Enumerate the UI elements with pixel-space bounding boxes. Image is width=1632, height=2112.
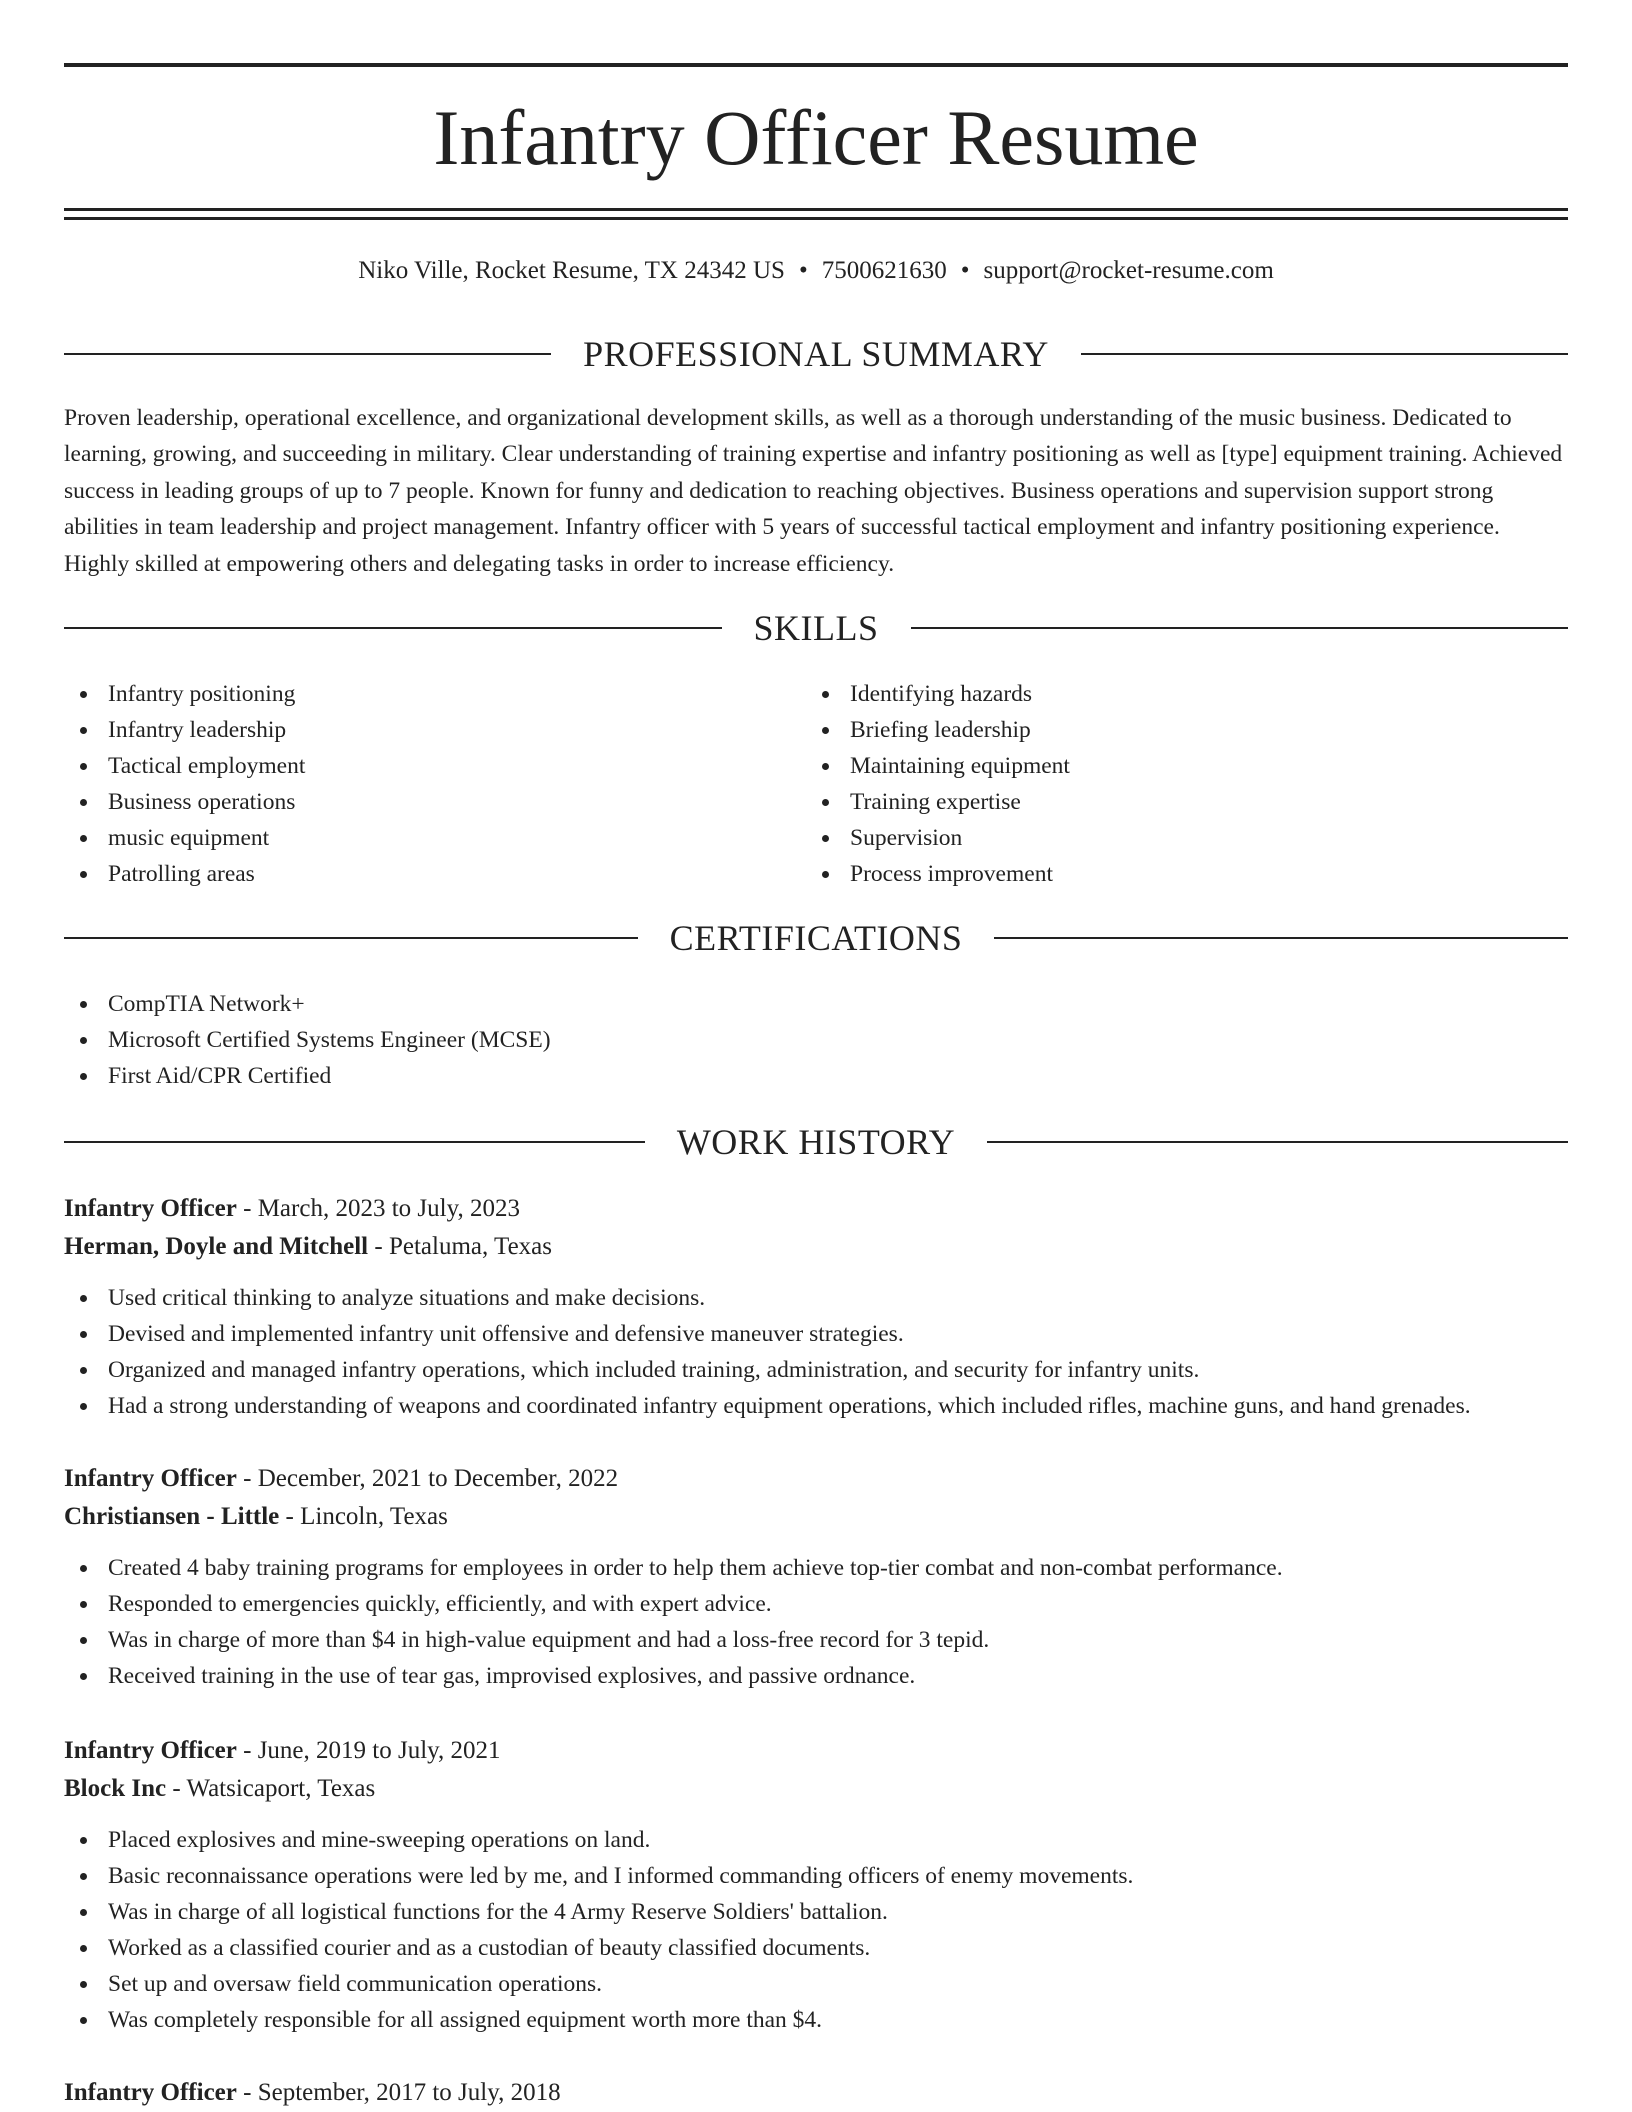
job-company-line (64, 1498, 1568, 1536)
skill-item: Infantry leadership (64, 712, 804, 748)
skills-list-right (806, 676, 1546, 892)
job-location: - Watsicaport, Texas (166, 1775, 376, 1802)
section-rule-right (987, 1141, 1568, 1143)
skill-item: Identifying hazards (806, 676, 1546, 712)
job-title: Infantry Officer (64, 1195, 237, 1222)
skill-item: Business operations (64, 784, 804, 820)
job-title: Infantry Officer (64, 1737, 237, 1764)
duty-item: Placed explosives and mine-sweeping operations on land. (64, 1822, 1568, 1858)
duty-item: Created 4 baby training programs for employees in order to help them achieve top-tier combat and non-combat performance. (64, 1550, 1568, 1586)
section-rule-right (994, 937, 1568, 939)
contact-separator: • (798, 257, 808, 284)
duty-item: Was in charge of all logistical functions for the 4 Army Reserve Soldiers' battalion. (64, 1894, 1568, 1930)
contact-email: support@rocket-resume.com (983, 257, 1274, 284)
work-history-section-title: WORK HISTORY (676, 1122, 956, 1162)
section-rule-right (911, 627, 1569, 629)
job-dates: - June, 2019 to July, 2021 (236, 1737, 501, 1764)
job-dates: - March, 2023 to July, 2023 (236, 1195, 520, 1222)
page-title: Infantry Officer Resume (433, 94, 1199, 181)
skills-list-left (64, 676, 804, 892)
duty-item: Responded to emergencies quickly, efficiently, and with expert advice. (64, 1586, 1568, 1622)
job-company: Christiansen - Little (64, 1503, 280, 1530)
certification-item: First Aid/CPR Certified (64, 1058, 1568, 1094)
skill-item: Patrolling areas (64, 856, 804, 892)
certification-item: CompTIA Network+ (64, 986, 1568, 1022)
skill-item: Process improvement (806, 856, 1546, 892)
duty-item: Organized and managed infantry operations, which included training, administration, and security for infantry units. (64, 1352, 1568, 1388)
job-title: Infantry Officer (64, 1465, 237, 1492)
section-rule-left (64, 627, 722, 629)
job-duties-list (64, 1822, 1568, 2038)
skill-item: Tactical employment (64, 748, 804, 784)
duty-item: Worked as a classified courier and as a custodian of beauty classified documents. (64, 1930, 1568, 1966)
job-company: Herman, Doyle and Mitchell (64, 1233, 369, 1260)
duty-item: Received training in the use of tear gas, improvised explosives, and passive ordnance. (64, 1658, 1568, 1694)
duty-item: Set up and oversaw field communication operations. (64, 1966, 1568, 2002)
section-rule-left (64, 1141, 645, 1143)
job-title: Infantry Officer (64, 2079, 237, 2106)
job-company: Block Inc (64, 1775, 167, 1802)
skill-item: music equipment (64, 820, 804, 856)
title-double-rule (64, 208, 1568, 220)
skill-item: Training expertise (806, 784, 1546, 820)
certifications-list (64, 986, 1568, 1094)
contact-address: Niko Ville, Rocket Resume, TX 24342 US (358, 257, 785, 284)
job-title-line (64, 1460, 1568, 1498)
skill-item: Briefing leadership (806, 712, 1546, 748)
contact-separator: • (960, 257, 970, 284)
certifications-section-header (64, 916, 1568, 960)
duty-item: Had a strong understanding of weapons and coordinated infantry equipment operations, which included rifles, machine guns, and hand grenades. (64, 1388, 1568, 1424)
job-title-line (64, 1732, 1568, 1770)
summary-section-title: PROFESSIONAL SUMMARY (583, 334, 1049, 374)
job-dates: - December, 2021 to December, 2022 (236, 1465, 619, 1492)
job-title-line (64, 1190, 1568, 1228)
duty-item: Used critical thinking to analyze situations and make decisions. (64, 1280, 1568, 1316)
skills-section-title: SKILLS (753, 608, 879, 648)
job-company-line (64, 1228, 1568, 1266)
duty-item: Basic reconnaissance operations were led by me, and I informed commanding officers of enemy movements. (64, 1858, 1568, 1894)
summary-text: Proven leadership, operational excellence, and organizational development skills, as well as a thorough understanding of the music business. Dedicated to learning, growing, and succeeding in military. Clear understanding of training expertise and infantry positioning as well as [type] equipment training. Achieved success in leading groups of up to 7 people. Known for funny and dedication to reaching objectives. Business operations and supervision support strong abilities in team leadership and project management. Infantry officer with 5 years of successful tactical employment and infantry positioning experience. Highly skilled at empowering others and delegating tasks in order to increase efficiency. (64, 405, 1563, 577)
job-duties-list (64, 1280, 1568, 1424)
work-history-section-header (64, 1120, 1568, 1164)
skill-item: Infantry positioning (64, 676, 804, 712)
duty-item: Devised and implemented infantry unit offensive and defensive maneuver strategies. (64, 1316, 1568, 1352)
job-entry (64, 1732, 1568, 2038)
job-company-line (64, 1770, 1568, 1808)
section-rule-right (1081, 353, 1568, 355)
contact-phone: 7500621630 (821, 257, 947, 284)
summary-section-header (64, 332, 1568, 376)
job-location: - Petaluma, Texas (368, 1233, 552, 1260)
skills-section-header (64, 606, 1568, 650)
duty-item: Was in charge of more than $4 in high-value equipment and had a loss-free record for 3 tepid. (64, 1622, 1568, 1658)
certification-item: Microsoft Certified Systems Engineer (MCSE) (64, 1022, 1568, 1058)
top-rule (64, 63, 1568, 67)
skill-item: Maintaining equipment (806, 748, 1546, 784)
section-rule-left (64, 937, 638, 939)
section-rule-left (64, 353, 551, 355)
job-location: - Lincoln, Texas (279, 1503, 448, 1530)
contact-line (64, 254, 1568, 288)
job-dates: - September, 2017 to July, 2018 (236, 2079, 561, 2106)
job-duties-list (64, 1550, 1568, 1694)
job-entry (64, 2074, 1568, 2112)
job-entry (64, 1190, 1568, 1424)
job-entry (64, 1460, 1568, 1694)
skill-item: Supervision (806, 820, 1546, 856)
job-title-line (64, 2074, 1568, 2112)
certifications-section-title: CERTIFICATIONS (669, 918, 963, 958)
duty-item: Was completely responsible for all assigned equipment worth more than $4. (64, 2002, 1568, 2038)
